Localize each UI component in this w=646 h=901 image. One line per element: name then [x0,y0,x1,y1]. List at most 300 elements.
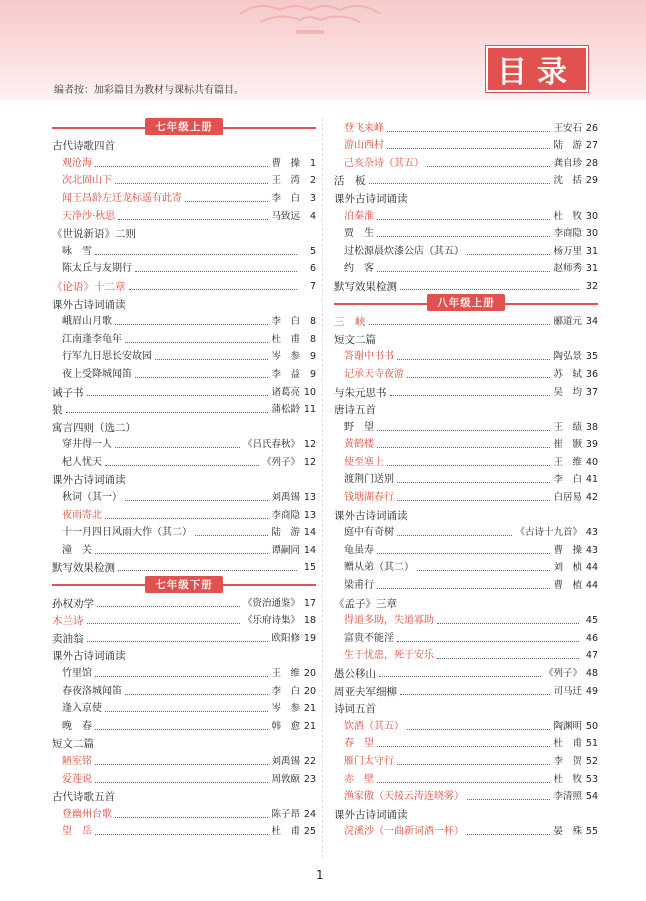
dot-leader [397,641,579,642]
toc-section[interactable] [334,804,598,822]
toc-title: 诗词五首 [334,703,376,716]
toc-author: 王 维 [553,456,582,468]
dot-leader [437,623,579,624]
dot-leader [397,535,512,536]
toc-title: 愚公移山 [334,668,376,680]
toc-page: 26 [585,122,598,134]
dot-leader [427,166,550,167]
toc-author: 李 白 [271,192,300,204]
toc-author: 刘 桢 [553,562,582,574]
toc-page: 13 [303,509,316,521]
toc-entry[interactable] [52,699,316,717]
dot-leader [135,271,297,272]
toc-author: 刘禹锡 [271,492,300,504]
toc-page: 22 [303,755,316,767]
toc-page: 44 [585,562,598,574]
toc-page: 51 [585,738,598,750]
toc-author: 沈 括 [553,175,582,187]
toc-entry[interactable] [52,435,316,453]
dot-leader [400,694,550,695]
toc-entry[interactable] [334,734,598,752]
toc-author: 陶弘景 [553,351,582,363]
toc-entry[interactable] [334,347,598,365]
toc-page: 17 [303,597,316,609]
toc-author: 王 湾 [271,175,300,187]
toc-page: 45 [585,615,598,627]
toc-entry[interactable] [52,329,316,347]
dot-leader [129,289,298,290]
toc-section[interactable] [334,188,598,206]
toc-title: 课外古诗词诵读 [52,650,126,663]
toc-title: 《世说新语》二则 [52,228,136,241]
dot-leader [377,219,550,220]
toc-author: 陆 游 [271,527,300,539]
toc-entry[interactable] [52,681,316,699]
toc-title: 卖油翁 [52,632,84,645]
dot-leader [155,359,268,360]
toc-title: 生于忧患，死于安乐 [344,650,434,662]
dot-leader [125,342,268,343]
toc-author: 李商隐 [271,509,300,521]
toc-entry[interactable] [334,118,598,136]
toc-entry[interactable] [334,628,598,646]
toc-title: 峨眉山月歌 [62,316,112,328]
dot-leader [397,500,550,501]
toc-page: 15 [303,562,316,574]
dot-leader [66,412,269,413]
dot-leader [95,166,268,167]
toc-author: 杜 甫 [271,826,300,838]
toc-author: 韩 愈 [271,720,300,732]
toc-section[interactable] [52,734,316,752]
toc-title: 古代诗歌四首 [52,140,115,153]
toc-page: 9 [309,351,316,363]
toc-author: 李 白 [271,316,300,328]
toc-page: 2 [309,175,316,187]
toc-author: 王 绩 [553,421,582,433]
toc-page: 40 [585,456,598,468]
toc-section[interactable] [52,382,316,400]
toc-author: 岑 参 [271,351,300,363]
toc-section[interactable] [334,312,598,330]
toc-title: 登飞来峰 [344,122,384,134]
toc-section[interactable] [334,699,598,717]
toc-author: 吴 均 [553,386,582,398]
toc-author: 李清照 [553,791,582,803]
toc-title: 行军九日思长安故园 [62,351,152,363]
toc-author: 李 白 [553,474,582,486]
toc-page: 36 [585,368,598,380]
toc-page: 47 [585,650,598,662]
dot-leader [397,359,550,360]
toc-author: 杜 甫 [271,333,300,345]
toc-entry[interactable] [334,751,598,769]
toc-title: 秋词（其一） [62,492,122,504]
toc-entry[interactable] [52,153,316,171]
toc-title: 观沧海 [62,157,92,169]
toc-entry[interactable] [52,663,316,681]
toc-page: 12 [303,439,316,451]
toc-page: 14 [303,544,316,556]
toc-page: 4 [309,210,316,222]
toc-page: 7 [309,280,316,292]
toc-entry[interactable] [334,716,598,734]
toc-title: 默写效果检测 [52,562,115,575]
grade-banner-label: 七年级上册 [145,118,223,135]
toc-entry[interactable] [52,171,316,189]
dot-leader [387,148,550,149]
toc-title: 唐诗五首 [334,404,376,417]
toc-section[interactable] [52,593,316,611]
dot-leader [115,817,268,818]
toc-title: 次北固山下 [62,175,112,187]
toc-page: 8 [309,333,316,345]
toc-section[interactable] [334,663,598,681]
toc-entry[interactable] [52,716,316,734]
toc-page: 46 [585,632,598,644]
toc-title: 夜上受降城闻笛 [62,368,132,380]
toc-title: 贾 生 [344,228,374,240]
toc-page: 13 [303,492,316,504]
dot-leader [377,782,550,783]
toc-title: 天净沙·秋思 [62,210,116,222]
toc-section[interactable] [52,417,316,435]
toc-title: 龟虽寿 [344,544,374,556]
toc-page: 8 [309,316,316,328]
toc-author: 《资治通鉴》 [242,597,300,609]
dot-leader [195,535,268,536]
toc-page: 21 [303,703,316,715]
toc-title: 孙权劝学 [52,597,94,610]
dot-leader [115,447,240,448]
toc-entry[interactable] [52,769,316,787]
toc-author: 李 白 [271,685,300,697]
dot-leader [95,782,268,783]
toc-title: 陋室铭 [62,755,92,767]
toc-section[interactable] [52,276,316,294]
toc-page: 43 [585,527,598,539]
toc-title: 爱莲说 [62,773,92,785]
toc-section[interactable] [52,558,316,576]
toc-entry[interactable] [52,505,316,523]
toc-entry[interactable] [334,452,598,470]
toc-author: 李 贺 [553,755,582,767]
toc-entry[interactable] [334,364,598,382]
dot-leader [105,518,268,519]
dot-leader [397,482,550,483]
toc-title: 课外古诗词诵读 [334,509,408,522]
toc-page: 39 [585,439,598,451]
toc-author: 杜 牧 [553,773,582,785]
page-title: 目录 [486,46,588,92]
toc-title: 逢入京使 [62,703,102,715]
toc-page: 30 [585,210,598,222]
toc-entry[interactable] [52,312,316,330]
toc-title: 富贵不能淫 [344,632,394,644]
toc-page: 25 [303,826,316,838]
toc-author: 《列子》 [261,456,300,468]
dot-leader [125,694,268,695]
toc-author: 郦道元 [553,316,582,328]
toc-page: 43 [585,544,598,556]
toc-entry[interactable] [334,769,598,787]
column-divider [322,118,323,858]
toc-title: 记承天寺夜游 [344,368,404,380]
toc-page: 10 [303,386,316,398]
toc-entry[interactable] [52,487,316,505]
cloud-ornament-icon [220,0,400,40]
dot-leader [467,834,550,835]
grade-banner [334,294,598,312]
toc-title: 默写效果检测 [334,280,397,293]
dot-leader [467,254,550,255]
toc-section[interactable] [52,628,316,646]
toc-page: 31 [585,263,598,275]
toc-title: 诫子书 [52,386,84,399]
toc-title: 浣溪沙（一曲新词酒一杯） [344,826,464,838]
toc-page: 28 [585,157,598,169]
toc-title: 雁门太守行 [344,755,394,767]
dot-leader [87,395,269,396]
toc-entry[interactable] [52,188,316,206]
toc-title: 夜雨寄北 [62,509,102,521]
toc-section[interactable] [52,400,316,418]
toc-title: 春 望 [344,738,374,750]
toc-page: 34 [585,316,598,328]
toc-entry[interactable] [334,787,598,805]
toc-author: 曹 操 [271,157,300,169]
toc-author: 司马迁 [553,685,582,697]
toc-entry[interactable] [52,206,316,224]
toc-title: 己亥杂诗（其五） [344,157,424,169]
toc-entry[interactable] [334,646,598,664]
toc-author: 刘禹锡 [271,755,300,767]
toc-page: 31 [585,245,598,257]
toc-section[interactable] [52,611,316,629]
toc-entry[interactable] [334,224,598,242]
dot-leader [125,500,268,501]
toc-title: 杞人忧天 [62,456,102,468]
toc-title: 泊秦淮 [344,210,374,222]
dot-leader [387,131,550,132]
toc-page: 55 [585,826,598,838]
toc-author: 谭嗣同 [271,544,300,556]
dot-leader [105,711,268,712]
dot-leader [417,570,550,571]
dot-leader [135,377,268,378]
dot-leader [377,553,550,554]
toc-author: 《乐府诗集》 [242,615,300,627]
toc-author: 李商隐 [553,228,582,240]
toc-author: 晏 殊 [553,826,582,838]
toc-author: 崔 颢 [553,439,582,451]
toc-author: 周敦颐 [271,773,300,785]
dot-leader [118,570,297,571]
toc-title: 晚 春 [62,720,92,732]
toc-title: 得道多助，失道寡助 [344,615,434,627]
toc-entry[interactable] [52,751,316,769]
grade-banner-label: 七年级下册 [145,576,223,593]
toc-page: 54 [585,791,598,803]
dot-leader [87,623,240,624]
toc-section[interactable] [52,646,316,664]
dot-leader [377,430,550,431]
toc-title: 渡荆门送别 [344,474,394,486]
dot-leader [115,324,268,325]
grade-banner [52,118,316,136]
toc-title: 野 望 [344,421,374,433]
toc-entry[interactable] [334,575,598,593]
toc-title: 课外古诗词诵读 [52,298,126,311]
toc-page: 50 [585,720,598,732]
toc-entry[interactable] [334,417,598,435]
toc-section[interactable] [334,171,598,189]
toc-entry[interactable] [334,136,598,154]
toc-page: 19 [303,632,316,644]
toc-title: 课外古诗词诵读 [52,474,126,487]
toc-entry[interactable] [52,259,316,277]
dot-leader [377,588,550,589]
dot-leader [379,676,541,677]
toc-section[interactable] [334,400,598,418]
toc-author: 杨万里 [553,245,582,257]
toc-author: 龚自珍 [553,157,582,169]
toc-page: 44 [585,580,598,592]
toc-section[interactable] [52,136,316,154]
dot-leader [87,641,269,642]
dot-leader [377,447,550,448]
toc-title: 饮酒（其五） [344,720,404,732]
toc-title: 狼 [52,404,63,417]
toc-title: 闻王昌龄左迁龙标遥有此寄 [62,192,182,204]
toc-entry[interactable] [52,540,316,558]
dot-leader [118,219,268,220]
dot-leader [115,183,268,184]
toc-entry[interactable] [52,452,316,470]
dot-leader [407,377,550,378]
toc-entry[interactable] [334,487,598,505]
dot-leader [467,799,550,800]
toc-entry[interactable] [334,523,598,541]
toc-entry[interactable] [334,540,598,558]
dot-leader [387,465,550,466]
page-number: 1 [316,868,324,882]
toc-page: 53 [585,773,598,785]
toc-section[interactable] [52,294,316,312]
toc-title: 咏 雪 [62,245,92,257]
toc-title: 过松源晨炊漆公店（其五） [344,245,464,257]
toc-page: 18 [303,615,316,627]
toc-entry[interactable] [52,241,316,259]
toc-title: 赠从弟（其二） [344,562,414,574]
toc-entry[interactable] [334,259,598,277]
toc-page: 29 [585,175,598,187]
toc-entry[interactable] [334,153,598,171]
toc-entry[interactable] [334,558,598,576]
dot-leader [377,746,550,747]
toc-title: 游山西村 [344,140,384,152]
toc-entry[interactable] [52,822,316,840]
toc-right-column [334,118,598,839]
toc-page: 24 [303,808,316,820]
toc-page: 27 [585,140,598,152]
toc-page: 48 [585,668,598,679]
toc-entry[interactable] [334,470,598,488]
dot-leader [97,606,240,607]
toc-page: 3 [309,192,316,204]
toc-entry[interactable] [52,364,316,382]
toc-author: 陈子昂 [271,808,300,820]
toc-author: 王安石 [553,122,582,134]
toc-title: 赤 壁 [344,773,374,785]
dot-leader [95,764,268,765]
toc-title: 十一月四日风雨大作（其二） [62,527,192,539]
toc-section[interactable] [334,593,598,611]
toc-section[interactable] [52,224,316,242]
toc-page: 1 [309,157,316,169]
toc-title: 黄鹤楼 [344,439,374,451]
toc-page: 49 [585,685,598,697]
toc-page: 42 [585,492,598,504]
toc-title: 《孟子》三章 [334,597,397,610]
toc-section[interactable] [334,276,598,294]
toc-section[interactable] [334,329,598,347]
toc-section[interactable] [52,470,316,488]
toc-title: 短文二篇 [334,333,376,346]
toc-title: 渔家傲（天接云涛连晓雾） [344,791,464,803]
toc-left-column [52,118,316,839]
toc-section[interactable] [334,382,598,400]
toc-title: 陈太丘与友期行 [62,263,132,275]
toc-page: 38 [585,421,598,433]
toc-entry[interactable] [334,206,598,224]
toc-title: 潼 关 [62,544,92,556]
dot-leader [95,254,297,255]
toc-entry[interactable] [52,523,316,541]
toc-author: 欧阳修 [271,632,300,644]
toc-entry[interactable] [334,435,598,453]
dot-leader [390,395,551,396]
dot-leader [377,271,550,272]
toc-section[interactable] [334,505,598,523]
toc-title: 登幽州台歌 [62,808,112,820]
toc-entry[interactable] [334,611,598,629]
dot-leader [95,834,268,835]
toc-section[interactable] [52,787,316,805]
toc-entry[interactable] [334,241,598,259]
header-band [0,0,646,100]
toc-section[interactable] [334,681,598,699]
toc-entry[interactable] [334,822,598,840]
toc-title: 寓言四则（选二） [52,421,136,434]
toc-page: 5 [309,245,316,257]
toc-title: 穿井得一人 [62,439,112,451]
dot-leader [400,289,579,290]
toc-title: 春夜洛城闻笛 [62,685,122,697]
toc-entry[interactable] [52,804,316,822]
dot-leader [105,465,259,466]
toc-title: 课外古诗词诵读 [334,808,408,821]
toc-author: 《吕氏春秋》 [242,439,300,451]
toc-author: 杜 牧 [553,210,582,222]
toc-entry[interactable] [52,347,316,365]
dot-leader [95,676,268,677]
toc-page: 14 [303,527,316,539]
toc-page: 35 [585,351,598,363]
toc-author: 岑 参 [271,703,300,715]
toc-page: 20 [303,685,316,697]
toc-title: 竹里馆 [62,668,92,679]
